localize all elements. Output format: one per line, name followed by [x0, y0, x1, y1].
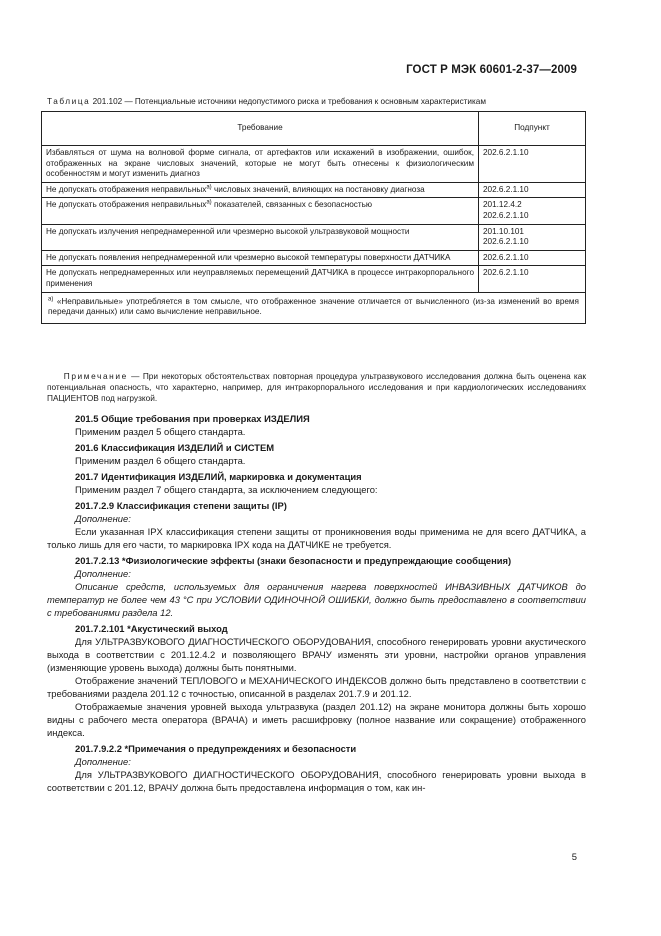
- subclause-ref: 202.6.2.1.10: [483, 148, 529, 157]
- requirement-cell: Избавляться от шума на волновой форме сигнала, от артефактов или искажений в изображении, ошибок, отображенных на экране числовых значений, которые не могут быть отнесены к физиологическим особенностям и могут изменить диагноз: [42, 146, 479, 183]
- subclause-cell: [479, 266, 586, 292]
- requirement-cell: Не допускать появления непреднамеренной или чрезмерно высокой температуры поверхности ДАТЧИКА: [42, 250, 479, 266]
- paragraph: Применим раздел 7 общего стандарта, за исключением следующего:: [75, 484, 378, 495]
- paragraph: Отображение значений ТЕПЛОВОГО и МЕХАНИЧЕСКОГО ИНДЕКСОВ должно быть представлено в соответствии с требованиями раздела 201.12 с точностью, описанной в разделах 201.7.9 и 201.12.: [47, 675, 586, 699]
- section-heading: 201.5 Общие требования при проверках ИЗДЕЛИЯ: [75, 413, 310, 424]
- subclause-ref: 201.10.101: [483, 226, 524, 236]
- italic-paragraph: Описание средств, используемых для ограничения нагрева поверхностей ИНВАЗИВНЫХ ДАТЧИКОВ до температур не более чем 43 °С при УСЛОВИИ ОДИНОЧНОЙ ОШИБКИ, должно быть предоставлено в соответствии с требованиями раздела 12.: [47, 581, 586, 618]
- table-footnote: [42, 292, 586, 323]
- table-header-row: [42, 112, 586, 146]
- page-number: 5: [571, 851, 577, 862]
- subclause-cell: [479, 224, 586, 250]
- footnote-text: «Неправильные» употребляется в том смысле, что отображенное значение отличается от вычисленного (из-за изменений во время передачи данных) или само вычисление неправильное.: [48, 296, 579, 317]
- footnote-marker: а): [48, 295, 54, 302]
- note-text: — При некоторых обстоятельствах повторная процедура ультразвукового исследования должна быть оценена как потенциальная опасность, что характерно, например, для интракорпорального исследования и при кардиологических исследованиях ПАЦИЕНТОВ под нагрузкой.: [47, 371, 586, 404]
- paragraph: Применим раздел 6 общего стандарта.: [75, 455, 246, 466]
- column-header-subclause: Подпункт: [479, 112, 586, 146]
- paragraph: Отображаемые значения уровней выхода ультразвука (раздел 201.12) на экране монитора должны быть хорошо видны с рабочего места оператора (ВРАЧА) и иметь расшифровку (полное название или сокращение) отображенного индекса.: [47, 701, 586, 738]
- table-row: [42, 146, 586, 183]
- paragraph: Если указанная IPX классификация степени защиты от проникновения воды применима не для всего ДАТЧИКА, а только лишь для его части, то маркировка IPX кода на ДАТЧИКЕ не требуется.: [47, 526, 586, 550]
- table-row: [42, 182, 586, 198]
- section-heading: 201.7.2.101 *Акустический выход: [75, 623, 228, 634]
- section-heading: 201.7.2.9 Классификация степени защиты (IP): [75, 500, 287, 511]
- table-caption-label: Таблица: [47, 97, 91, 106]
- section-heading: 201.7.9.2.2 *Примечания о предупреждениях и безопасности: [75, 743, 357, 754]
- table-row: [42, 224, 586, 250]
- italic-paragraph: Дополнение:: [75, 756, 131, 767]
- paragraph: Применим раздел 5 общего стандарта.: [75, 426, 246, 437]
- document-body: [47, 409, 586, 794]
- section-heading: 201.7.2.13 *Физиологические эффекты (знаки безопасности и предупреждающие сообщения): [75, 555, 512, 566]
- column-header-requirement: Требование: [42, 112, 479, 146]
- table-row: [42, 250, 586, 266]
- footnote-ref: а): [206, 199, 212, 206]
- subclause-ref: 202.6.2.1.10: [483, 184, 529, 194]
- italic-paragraph: Дополнение:: [75, 568, 131, 579]
- document-id: ГОСТ Р МЭК 60601-2-37—2009: [406, 64, 577, 76]
- table-row: [42, 266, 586, 292]
- footnote-ref: а): [206, 184, 212, 191]
- table-caption-text: 201.102 — Потенциальные источники недопустимого риска и требования к основным характеристикам: [92, 97, 486, 106]
- subclause-ref: 202.6.2.1.10: [483, 268, 529, 278]
- note-label: Примечание: [63, 371, 128, 381]
- paragraph: Для УЛЬТРАЗВУКОВОГО ДИАГНОСТИЧЕСКОГО ОБОРУДОВАНИЯ, способного генерировать уровни выхода в соответствии с 201.12, ВРАЧУ должна быть предоставлена информация о том, как ин-: [47, 769, 586, 793]
- subclause-ref: 202.6.2.1.10: [483, 252, 529, 262]
- subclause-ref: 202.6.2.1.10: [483, 210, 529, 220]
- requirement-cell: Не допускать излучения непреднамеренной или чрезмерно высокой ультразвуковой мощности: [42, 224, 479, 250]
- requirements-table: [41, 111, 586, 324]
- table-footnote-row: [42, 292, 586, 323]
- italic-paragraph: Дополнение:: [75, 513, 131, 524]
- subclause-cell: [479, 146, 586, 183]
- table-row: [42, 198, 586, 224]
- table-note: [47, 371, 586, 405]
- table-caption: [47, 97, 587, 106]
- subclause-ref: 202.6.2.1.10: [483, 237, 529, 247]
- section-heading: 201.6 Классификация ИЗДЕЛИЙ и СИСТЕМ: [75, 442, 275, 453]
- section-heading: 201.7 Идентификация ИЗДЕЛИЙ, маркировка и документация: [75, 471, 362, 482]
- paragraph: Для УЛЬТРАЗВУКОВОГО ДИАГНОСТИЧЕСКОГО ОБОРУДОВАНИЯ, способного генерировать уровни акустического выхода в соответствии с 201.12.4.2 и позволяющего ВРАЧУ изменять эти уровни, настройки органов управления (изменяющие уровень выхода) должны быть понятными.: [47, 636, 586, 673]
- requirement-cell: Не допускать непреднамеренных или неуправляемых перемещений ДАТЧИКА в процессе интракорпорального применения: [42, 266, 479, 292]
- subclause-cell: [479, 182, 586, 198]
- requirement-cell: Не допускать отображения неправильных$^{а)}$ показателей, связанных с безопасностью: [42, 198, 479, 224]
- subclause-cell: [479, 250, 586, 266]
- subclause-ref: 201.12.4.2: [483, 200, 522, 210]
- subclause-cell: [479, 198, 586, 224]
- requirement-cell: Не допускать отображения неправильных$^{а)}$ числовых значений, влияющих на постановку диагноза: [42, 182, 479, 198]
